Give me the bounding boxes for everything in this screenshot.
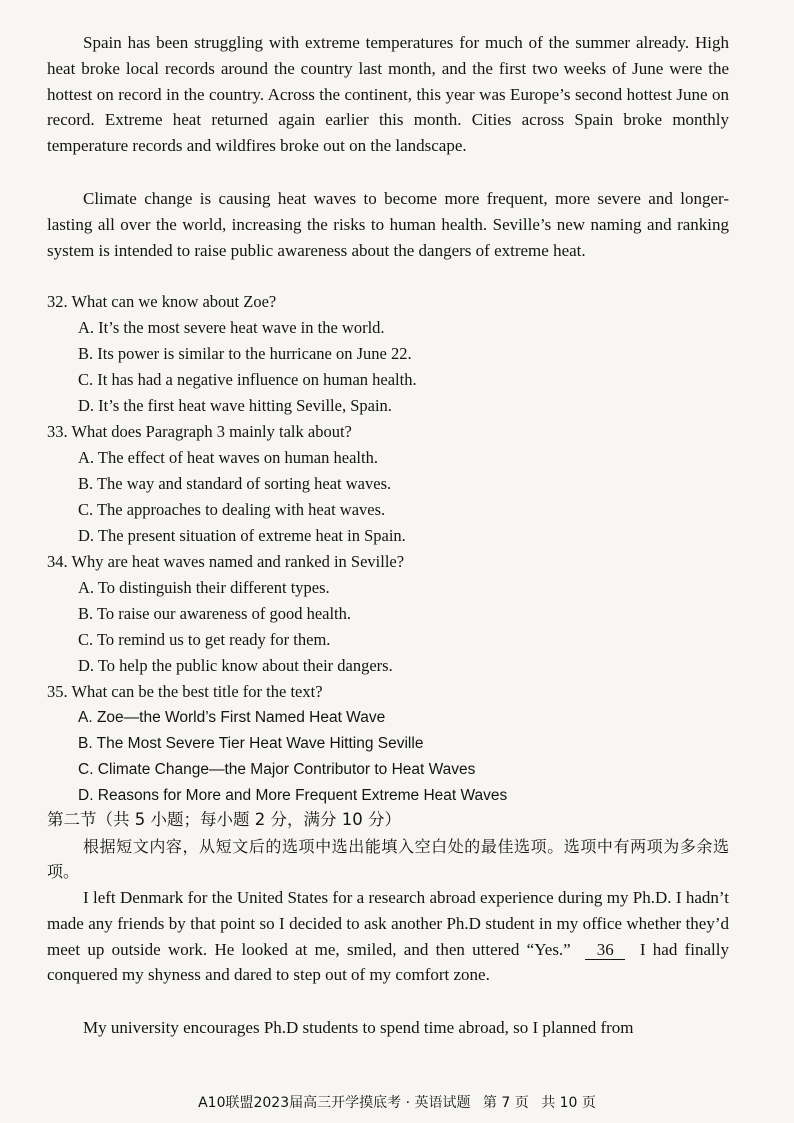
footer-exam-title: A10联盟2023届高三开学摸底考 · 英语试题 (198, 1095, 471, 1111)
q35-option-c: C. Climate Change—the Major Contributor to Heat Waves (78, 761, 476, 778)
section-2-heading: 第二节（共 5 小题；每小题 2 分，满分 10 分） (47, 810, 401, 829)
q32-option-a: A. It’s the most severe heat wave in the world. (78, 318, 385, 337)
q35-option-a: A. Zoe—the World’s First Named Heat Wave (78, 709, 386, 726)
q34-option-a: A. To distinguish their different types. (78, 578, 330, 597)
question-34: 34. Why are heat waves named and ranked in Seville? (47, 552, 405, 571)
footer-page-number: 第 7 页 (482, 1095, 529, 1111)
question-35: 35. What can be the best title for the text? (47, 682, 323, 701)
footer-total-pages: 共 10 页 (541, 1095, 596, 1111)
q34-option-c: C. To remind us to get ready for them. (78, 630, 331, 649)
q32-option-b: B. Its power is similar to the hurricane on June 22. (78, 344, 412, 363)
q32-option-c: C. It has had a negative influence on human health. (78, 370, 417, 389)
q34-option-b: B. To raise our awareness of good health. (78, 604, 352, 623)
section-2-instruction: 根据短文内容，从短文后的选项中选出能填入空白处的最佳选项。选项中有两项为多余选项。 (47, 837, 729, 881)
q33-option-d: D. The present situation of extreme heat in Spain. (78, 526, 406, 545)
q33-option-b: B. The way and standard of sorting heat waves. (78, 474, 392, 493)
paragraph-text-before-blank: I left Denmark for the United States for a research abroad experience during my Ph.D. I hadn’t made any friends by that point so I decided to ask another Ph.D student in my office whether they’d meet up outside work. He looked at me, smiled, and then uttered “Yes.” (47, 888, 729, 959)
question-33: 33. What does Paragraph 3 mainly talk about? (47, 422, 352, 441)
passage-2-paragraph-1 (47, 885, 729, 988)
paragraph-text-after-blank: I had finally conquered my shyness and dared to step out of my comfort zone. (47, 939, 729, 985)
passage-paragraph-1: Spain has been struggling with extreme temperatures for much of the summer already. High heat broke local records around the country last month, and the first two weeks of June were the hottest on record in the country. Across the continent, this year was Europe’s second hottest June on record. Extreme heat returned again earlier this month. Cities across Spain broke monthly temperature records and wildfires broke out on the landscape. (47, 33, 729, 156)
blank-36: 36 (585, 941, 625, 960)
page-footer (0, 1092, 794, 1112)
passage-paragraph-2: Climate change is causing heat waves to become more frequent, more severe and longer-lasting all over the world, increasing the risks to human health. Seville’s new naming and ranking system is intended to raise public awareness about the dangers of extreme heat. (47, 189, 729, 260)
q32-option-d: D. It’s the first heat wave hitting Seville, Spain. (78, 396, 392, 415)
q35-option-d: D. Reasons for More and More Frequent Extreme Heat Waves (78, 787, 508, 804)
question-32: 32. What can we know about Zoe? (47, 292, 277, 311)
q35-option-b: B. The Most Severe Tier Heat Wave Hitting Seville (78, 735, 424, 752)
q33-option-a: A. The effect of heat waves on human health. (78, 448, 378, 467)
q34-option-d: D. To help the public know about their dangers. (78, 656, 393, 675)
passage-2-paragraph-2: My university encourages Ph.D students to spend time abroad, so I planned from (83, 1018, 634, 1037)
q33-option-c: C. The approaches to dealing with heat waves. (78, 500, 386, 519)
